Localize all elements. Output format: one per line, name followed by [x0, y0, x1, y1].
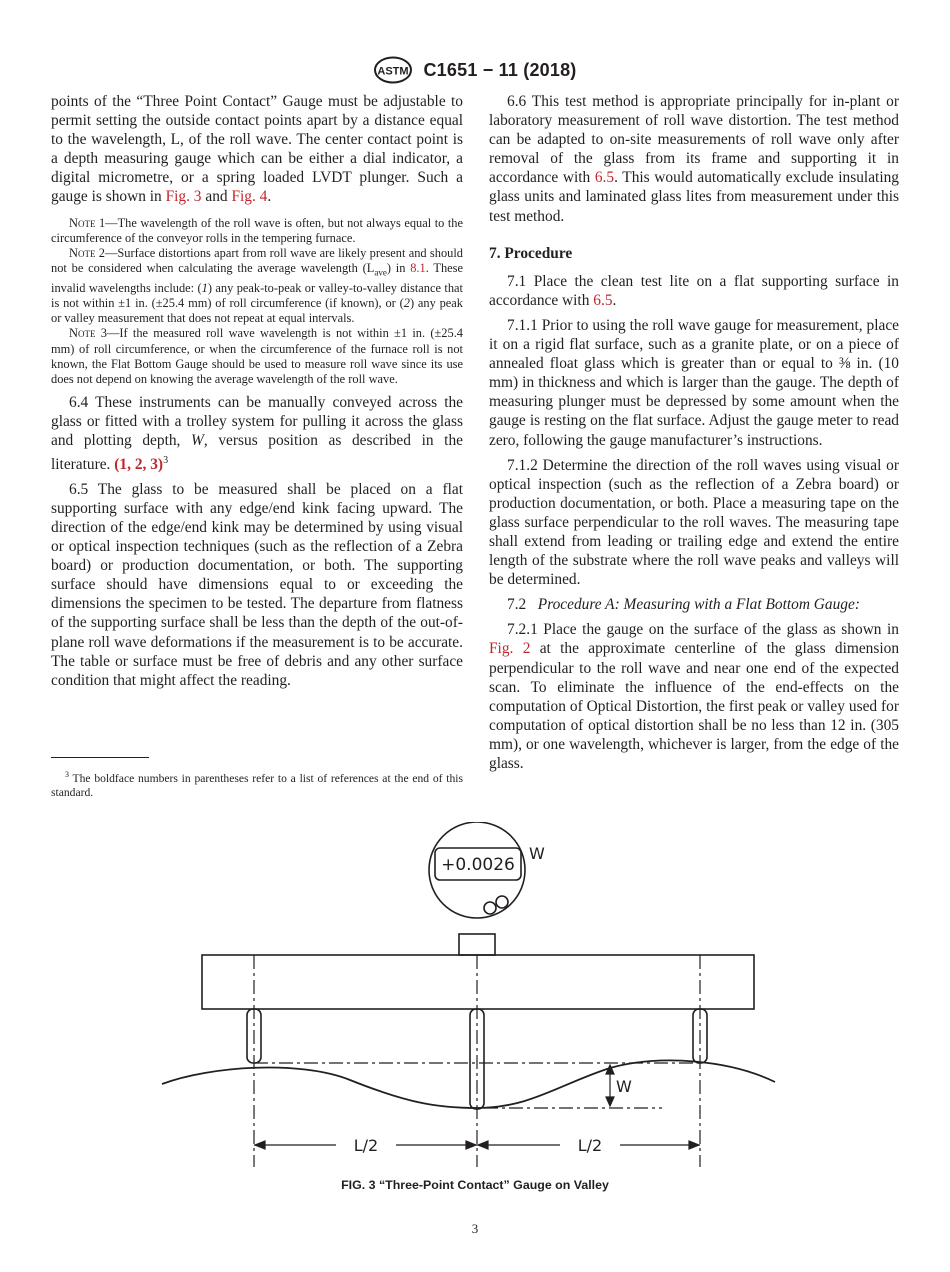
paragraph-text: 6.4 These instruments can be manually conveyed across the glass or fitted with a trolley system for pulling it across the glass and plotting depth, — [51, 394, 463, 450]
period: . — [267, 188, 272, 206]
section-heading-procedure: 7. Procedure — [489, 244, 573, 262]
gauge-reading: +0.0026 — [441, 855, 515, 875]
section-6-5-link[interactable]: 6.5 — [594, 169, 615, 187]
footnote-number: 3 — [65, 770, 69, 779]
paragraph-6-5: 6.5 The glass to be measured shall be placed on a flat supporting surface with any edge/end kink facing upward. The direction of the edge/end kink may be determined by using visual or optical inspection techniques (such as the reflection of a Zebra board) or production documentation, or both. The supporting surface should have dimensions equal to or exceeding the dimensions the specimen to be tested. The departure from flatness of the supporting surface shall be less than the depth of the out-of-plane roll wave deformations if the measurement is to be accurate. The table or surface must be free of debris and any other surface condition that might affect the reading. — [51, 480, 463, 689]
variable-w: W — [191, 432, 204, 450]
note-text: —If the measured roll wave wavelength is not within ±1 in. (±25.4 mm) of roll circumference, or when the circumference of the furnace roll is not known, the Flat Bottom Gauge should be used to measure roll wave since its use does not depend on knowing the average wavelength of the roll wave. — [51, 326, 463, 387]
ref-1-link[interactable]: 1 — [119, 455, 128, 473]
logo-text: ASTM — [377, 65, 410, 78]
label-w-display: W — [529, 844, 545, 863]
gauge-button-icon — [496, 896, 508, 908]
footnote-rule — [51, 757, 149, 758]
close-paren: ) — [157, 455, 164, 473]
fig3-link[interactable]: Fig. 3 — [165, 188, 202, 206]
note-text: ) any peak-to-peak or valley-to-valley distance that is not within ±1 in. (±25.4 mm) of roll circumference (if known), or ( — [51, 280, 463, 311]
paragraph-text: at the approximate centerline of the glass dimension perpendicular to the roll wave and near one end of the expected scan. To eliminate the influence of the end-effects on the computation of Optical Distortion, the first peak or valley used for computation of optical distortion shall be no less than 12 in. (305 mm), or one wavelength, whichever is larger, from the edge of the glass. — [489, 640, 900, 772]
subscript-ave: ave — [374, 267, 387, 278]
note-2 — [51, 246, 463, 326]
ref-3-link[interactable]: 3 — [150, 455, 158, 473]
arrow-down-icon — [606, 1097, 614, 1106]
label-l-half-left: L/2 — [353, 1136, 379, 1155]
astm-logo-icon — [373, 56, 413, 84]
paragraph-text: points of the “Three Point Contact” Gauge must be adjustable to permit setting the outside contact points apart by a distance equal to the wavelength, L, of the roll wave. The center contact point is a depth measuring gauge which can be either a dial indicator, a digital micrometre, or a spring loaded LVDT plunger. Such a gauge is shown in — [51, 93, 463, 206]
note-label: Note 2 — [69, 245, 105, 260]
left-column — [51, 92, 463, 690]
note-3 — [51, 326, 463, 387]
gauge-bar — [202, 955, 754, 1009]
right-column — [489, 92, 899, 773]
label-w-depth: W — [616, 1077, 632, 1096]
arrow-left-icon — [478, 1141, 488, 1149]
arrow-right-icon — [466, 1141, 476, 1149]
section-number: 7.2 — [507, 596, 527, 614]
open-paren: ( — [114, 455, 120, 473]
note-text: ) in — [386, 261, 406, 276]
footnote-3 — [51, 768, 463, 801]
paragraph-text: , versus position as described in the literature. — [51, 432, 463, 473]
note-text: . These invalid wavelengths include: ( — [51, 261, 463, 295]
note-1 — [51, 216, 463, 246]
paragraph-6-6 — [489, 92, 899, 226]
arrow-left-icon — [255, 1141, 265, 1149]
note-text: —The wavelength of the roll wave is often, but not always equal to the circumference of the conveyor rolls in the tempering furnace. — [51, 215, 463, 245]
paragraph-7-1-1: 7.1.1 Prior to using the roll wave gauge for measurement, place it on a rigid flat surface, such as a granite plate, or on a piece of annealed float glass which is greater than or equal to ⅜ in. (10 mm) in thickness and which is larger than the gauge. The depth of measuring plunger must be depressed by some amount when the gauge is resting on the flat surface. Adjust the gauge meter to read zero, following the gauge manufacturer’s instructions. — [489, 316, 899, 449]
ref-2-link[interactable]: 2 — [134, 455, 143, 473]
gauge-button-icon — [484, 902, 496, 914]
item-number: 2 — [403, 296, 410, 311]
footnote-marker: 3 — [163, 454, 169, 466]
paragraph-6-4: 6.4 These instruments can be manually conveyed across the glass or fitted with a trolley system for pulling it across the glass and plotting depth, W, versus position as described in the literature. (1, 2, 3)$^3$ — [51, 394, 463, 473]
section-8-1-link[interactable]: 8.1 — [410, 261, 426, 276]
paragraph-7-1-2: 7.1.2 Determine the direction of the roll waves using visual or optical inspection (such as the reflection of a Zebra board) or production documentation, or both. Place a measuring tape on the glass surface perpendicular to the roll waves. The measuring tape shall extend from leading or trailing edge and extend the entire length of the substrate where the roll wave peaks and valleys will be determined. — [489, 456, 899, 589]
paragraph-text: 7.2.1 Place the gauge on the surface of the glass as shown in — [507, 621, 899, 639]
paragraph-7-1 — [489, 272, 899, 310]
paragraph-7-2-1 — [489, 620, 899, 773]
paragraph-text: 6.6 This test method is appropriate principally for in-plant or laboratory measurement of roll wave distortion. The test method can be adapted to on-site measurements of roll wave only after removal of the glass from its frame and supporting it in accordance with — [489, 93, 899, 187]
page-header — [0, 56, 950, 84]
item-number: 1 — [201, 280, 208, 295]
and-word: and — [205, 188, 228, 206]
page-number: 3 — [471, 1221, 479, 1236]
arrow-right-icon — [689, 1141, 699, 1149]
paragraph-7-2 — [489, 595, 899, 614]
gauge-stem — [459, 934, 495, 955]
footnote-text: The boldface numbers in parentheses refer to a list of references at the end of this standard. — [51, 771, 463, 800]
figure-3-diagram — [150, 822, 790, 1178]
label-l-half-right: L/2 — [577, 1136, 603, 1155]
figure-caption: FIG. 3 “Three-Point Contact” Gauge on Valley — [341, 1178, 609, 1192]
note-label: Note 1 — [69, 215, 106, 230]
paragraph-text: 7.1 Place the clean test lite on a flat supporting surface in accordance with — [489, 272, 899, 309]
procedure-title: Procedure A: Measuring with a Flat Bottom Gauge: — [537, 596, 860, 614]
note-text: —Surface distortions apart from roll wave are likely present and should not be considered when calculating the average wavelength (L — [51, 245, 463, 276]
section-6-5-link[interactable]: 6.5 — [593, 291, 613, 309]
paragraph-text: . This would automatically exclude insulating glass units and laminated glass lites from measurement under this test method. — [489, 169, 899, 225]
document-code: C1651 − 11 (2018) — [423, 59, 577, 80]
fig2-link[interactable]: Fig. 2 — [489, 640, 531, 658]
fig4-link[interactable]: Fig. 4 — [231, 188, 268, 206]
paragraph-continued — [51, 92, 463, 207]
note-label: Note 3 — [69, 326, 107, 341]
note-text: ) any peak or valley measurement that does not repeat at equal intervals. — [51, 296, 463, 326]
period: . — [612, 291, 617, 309]
